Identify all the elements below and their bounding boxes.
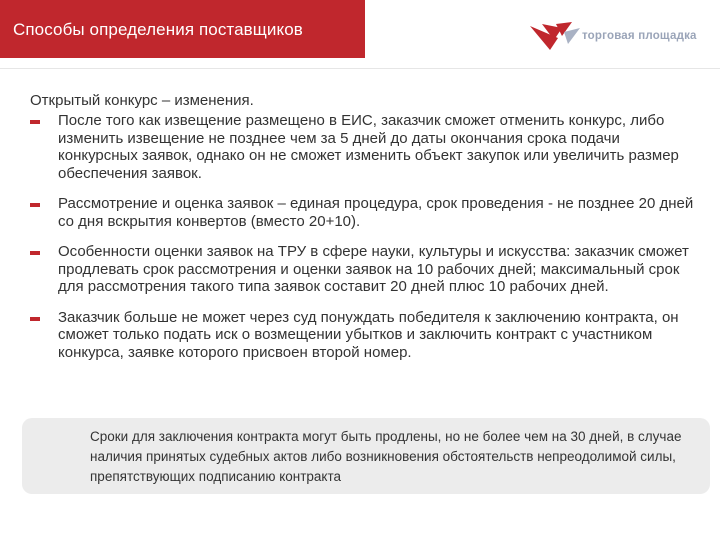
header-divider [0, 68, 720, 69]
note-box [22, 418, 710, 494]
title-band [0, 0, 365, 58]
intro-text: Открытый конкурс – изменения. [30, 92, 254, 109]
bullet-text: Рассмотрение и оценка заявок – единая процедура, срок проведения - не позднее 20 дней со дня вскрытия конвертов (вместо 20+10). [58, 195, 694, 230]
note-text: Сроки для заключения контракта могут быть продлены, но не более чем на 30 дней, в случае наличия принятых судебных актов либо возникновения обстоятельств непреодолимой силы, препятствующих подписанию контракта [90, 429, 682, 484]
bullet-text: После того как извещение размещено в ЕИС, заказчик сможет отменить конкурс, либо изменить извещение не позднее чем за 5 дней до даты окончания срока подачи конкурсных заявок, однако он не сможет изменить объект закупок или увеличить размер обеспечения заявок. [58, 112, 679, 182]
list-item [30, 309, 702, 362]
bullet-text: Заказчик больше не может через суд понуждать победителя к заключению контракта, он сможет только подать иск о возмещении убытков и заключить контракт с участником конкурса, заявке которого присвоен второй номер. [58, 308, 679, 361]
bullet-marker-icon [30, 317, 40, 321]
bullet-marker-icon [30, 120, 40, 124]
bullet-marker-icon [30, 251, 40, 255]
bullet-list [30, 112, 702, 361]
list-item [30, 195, 702, 230]
bullet-text: Особенности оценки заявок на ТРУ в сфере науки, культуры и искусства: заказчик сможет продлевать срок рассмотрения и оценки заявок на 10 рабочих дней; максимальный срок для рассмотрения такого типа заявок составит 20 дней плюс 10 рабочих дней. [58, 243, 689, 295]
bullet-marker-icon [30, 203, 40, 207]
list-item [30, 243, 702, 296]
slide-title: Способы определения поставщиков [13, 20, 303, 39]
list-item [30, 112, 702, 182]
slide-header [0, 0, 720, 70]
logo-text: торговая площадка [582, 30, 697, 42]
slide-content [30, 92, 702, 374]
